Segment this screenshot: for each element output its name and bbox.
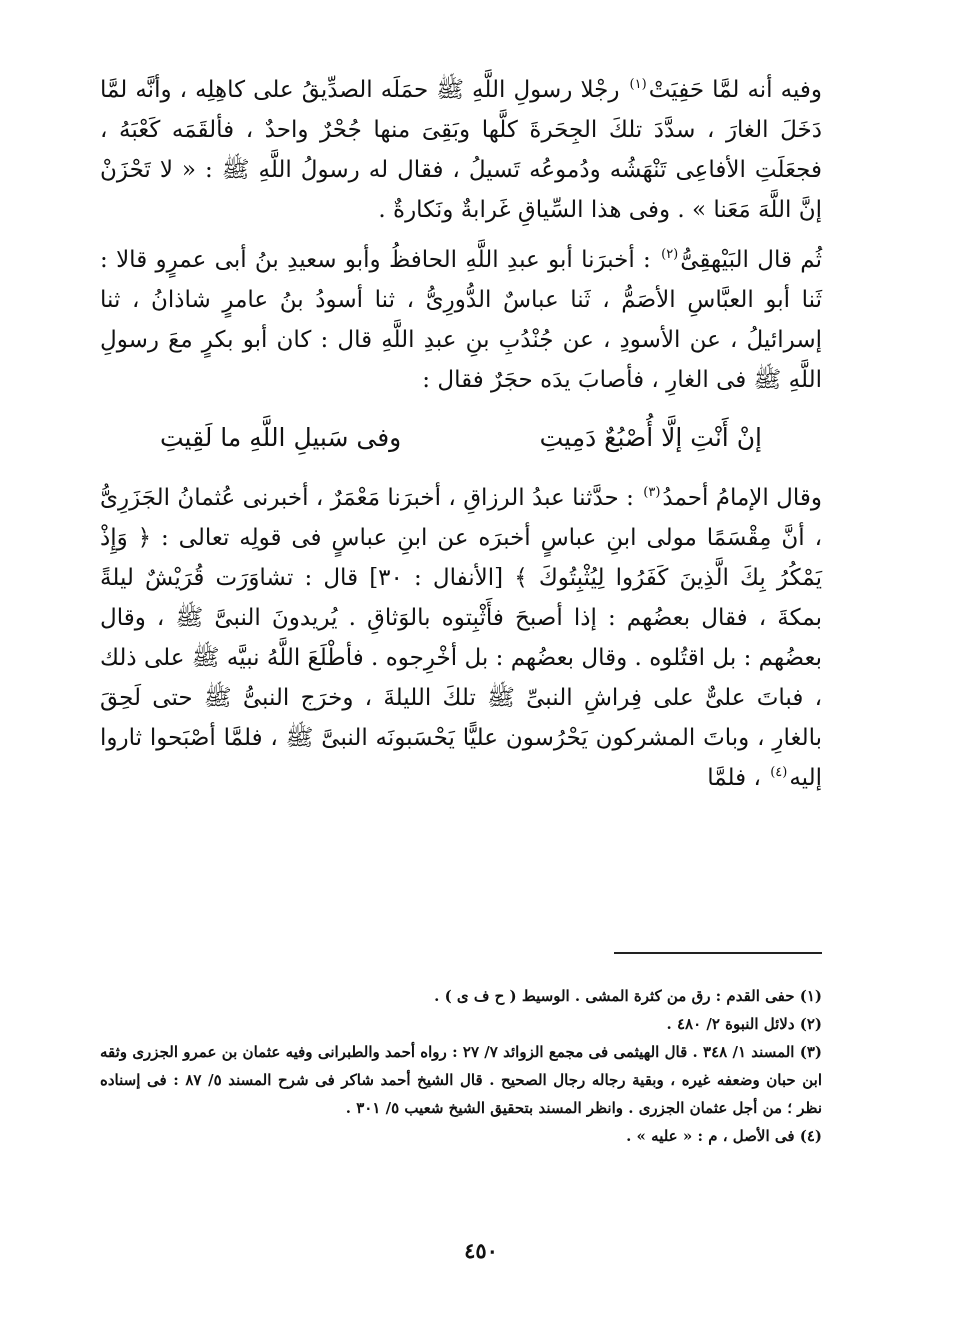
paragraph-1-body: رجْلا رسولِ اللَّهِ ﷺ حمَلَه الصدِّيقُ على كاهِلِه ، وأنَّه لمَّا دَخَلَ الغارَ ، سدَّدَ تلكَ الجِحَرةَ كلَّها وبَقِىَ منها جُحْرٌ واحدٌ ، فألقَمَه كَعْبَهُ ، فجعَلَتِ الأفاعِى تَنْهَشُه ودُموعُه تَسيلُ ، فقال له رسولُ اللَّهِ ﷺ : « لا تَحْزَنْ إنَّ اللَّهَ مَعَنا » . وفى هذا السِّياقِ غَرابةٌ ونَكارةٌ . [100, 77, 822, 223]
paragraph-2-body: : أخبرَنا أبو عبدِ اللَّهِ الحافظُ وأبو سعيدِ بنُ أبى عمرٍو قالا : ثَنا أبو العبَّاسِ الأصَمُّ ، ثَنا عباسٌ الدُّورِىُّ ، ثنا أسودُ بنُ عامرٍ شاذانُ ، ثنا إسرائيلُ ، عن الأسودِ ، عن جُنْدُبِ بنِ عبدِ اللَّهِ قال : كان أبو بكرٍ معَ رسولِ اللَّهِ ﷺ فى الغارِ ، فأصابَ يدَه حجَرٌ فقال : [100, 247, 822, 393]
paragraph-2-opening: ثُم قال البَيْهقِىُّ [680, 247, 822, 273]
footnote-separator [614, 952, 822, 954]
paragraph-3 [100, 478, 822, 798]
paragraph-3-ending: ، فلمَّا [707, 765, 769, 791]
paragraph-3-body: : حدَّثنا عبدُ الرزاقِ ، أخبرَنا مَعْمَرٌ ، أخبرنى عُثمانُ الجَزَرِىُّ ، أنَّ مِقْسَمًا مولى ابنِ عباسٍ أخبرَه عن ابنِ عباسٍ فى قولِه تعالى : ﴿ وَإِذْ يَمْكُرُ بِكَ الَّذِينَ كَفَرُوا لِيُثْبِتُوكَ ﴾ [الأنفال : ٣٠] قال : تشاوَرَت قُرَيْشٌ ليلةً بمكةَ ، فقال بعضُهم : إذا أصبحَ فأَثْبِتوه بالوَثاقِ . يُريدونَ النبىَّ ﷺ ، وقال بعضُهم : بل اقتُلوه . وقال بعضُهم : بل أخْرِجوه . فأطْلَعَ اللَّهُ نبيَّه ﷺ على ذلك ، فباتَ علىٌّ على فِراشِ النبىِّ ﷺ تلكَ الليلةَ ، وخرَج النبىُّ ﷺ حتى لَحِقَ بالغارِ ، وباتَ المشركون يَحْرُسون عليًّا يَحْسَبونَه النبىَّ ﷺ ، فلمَّا أصْبَحوا ثاروا إليه [100, 485, 822, 791]
paragraph-2 [100, 240, 822, 400]
footnote-ref-3[interactable]: (٣) [643, 485, 661, 501]
paragraph-1 [100, 70, 822, 230]
footnote-ref-2[interactable]: (٢) [661, 247, 679, 263]
page-number: ٤٥٠ [464, 1238, 498, 1263]
footnote-4: (٤) فى الأصل ، م : « عليه » . [626, 1127, 822, 1145]
footnotes [100, 982, 822, 1150]
footnote-1: (١) حفى القدم : رق من كثرة المشى . الوسيط ( ح ف ى ) . [434, 987, 822, 1005]
paragraph-1-opening: وفيه أنه لمَّا حَفِيَتْ [648, 77, 822, 103]
poetry-verse [160, 418, 762, 458]
paragraph-3-opening: وقال الإمامُ أحمدُ [662, 485, 823, 511]
verse-first-hemistich: إنْ أَنْتِ إلَّا أُصْبُعٌ دَمِيتِ [539, 423, 762, 452]
footnote-ref-1[interactable]: (١) [629, 77, 647, 93]
footnote-2: (٢) دلائل النبوة ٢/ ٤٨٠ . [666, 1015, 822, 1033]
footnote-ref-4[interactable]: (٤) [770, 765, 788, 781]
verse-second-hemistich: وفى سَبيلِ اللَّهِ ما لَقِيتِ [160, 423, 402, 452]
footnote-3: (٣) المسند ١/ ٣٤٨ . قال الهيثمى فى مجمع الزوائد ٧/ ٢٧ : رواه أحمد والطبرانى وفيه عثمان بن عمرو الجزرى وثقه ابن حبان وضعفه غيره ، وبقية رجاله رجال الصحيح . قال الشيخ أحمد شاكر فى شرح المسند ٥/ ٨٧ : فى إسناده نظر ؛ من أجل عثمان الجزرى . وانظر المسند بتحقيق الشيخ شعيب ٥/ ٣٠١ . [100, 1043, 823, 1117]
